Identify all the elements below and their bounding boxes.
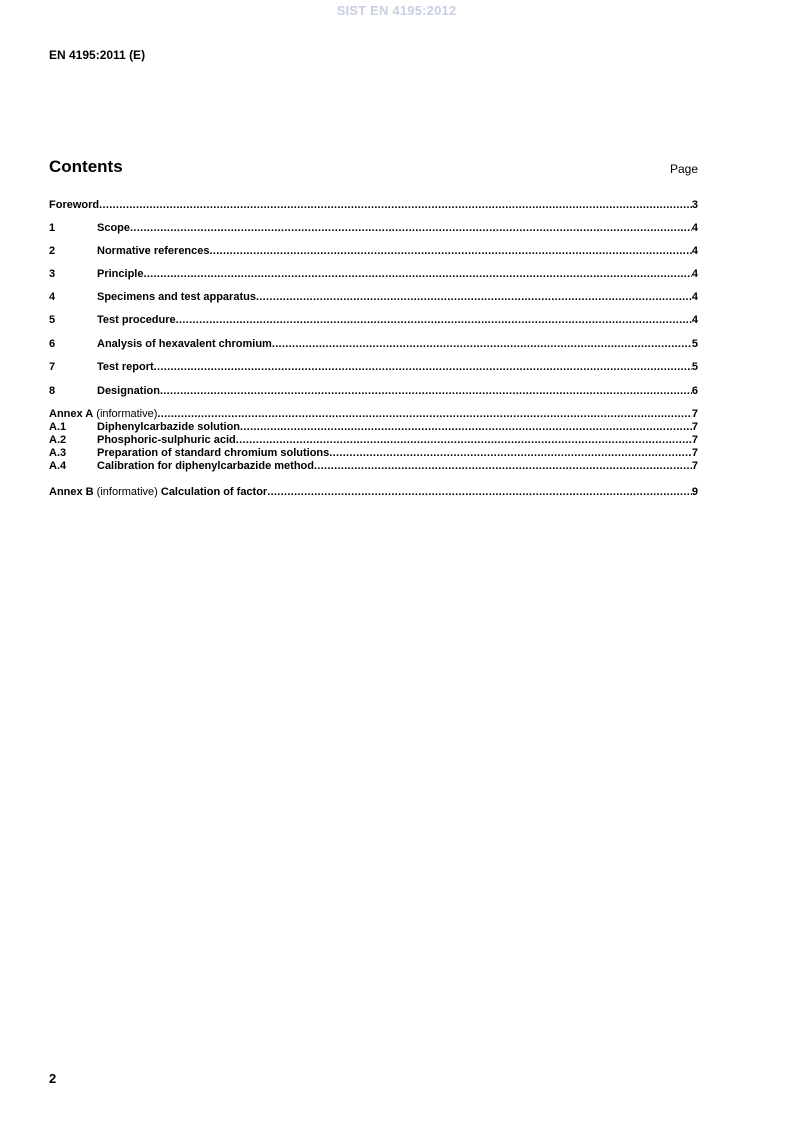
toc-entry-title-text: Scope <box>97 222 131 234</box>
toc-leader-dots <box>236 434 692 447</box>
toc-entry[interactable] <box>49 408 698 421</box>
toc-entry-page: 9 <box>691 486 698 498</box>
watermark-text: SIST EN 4195:2012 <box>336 3 457 18</box>
toc-entry-page: 7 <box>691 408 698 420</box>
toc-entry-title-text: Test report <box>97 361 154 373</box>
toc-entry-title-text: Preparation of standard chromium solutions <box>97 447 330 459</box>
page-column-label: Page <box>669 162 698 176</box>
toc-entry-page: 6 <box>691 385 698 397</box>
toc-entry-title <box>49 199 99 212</box>
toc-entry-page: 4 <box>691 222 698 234</box>
toc-entry-annex-title: Calculation of factor <box>160 486 268 498</box>
toc-entry[interactable] <box>49 421 698 434</box>
toc-entry-title <box>97 434 236 447</box>
toc-entry[interactable] <box>49 268 698 281</box>
toc-entry-title-text: Annex B <box>49 486 94 498</box>
toc-leader-dots <box>143 268 691 281</box>
toc-leader-dots <box>176 314 692 327</box>
toc-entry[interactable] <box>49 314 698 327</box>
toc-entry-page: 4 <box>691 291 698 303</box>
toc-entry-title <box>49 408 157 421</box>
toc-entry-page: 7 <box>691 447 698 459</box>
toc-entry[interactable] <box>49 385 698 398</box>
toc-entry-number: 3 <box>49 268 56 280</box>
toc-leader-dots <box>272 338 692 351</box>
toc-entry-number: 8 <box>49 385 56 397</box>
page-number: 2 <box>49 1071 57 1086</box>
toc-entry-number: A.4 <box>49 460 67 472</box>
toc-entry-title <box>97 338 272 351</box>
toc-entry-annex-qualifier: (informative) <box>93 408 158 420</box>
toc-entry-title <box>97 291 256 304</box>
toc-entry-title-text: Principle <box>97 268 144 280</box>
toc-leader-dots <box>154 361 692 374</box>
toc-entry-page: 4 <box>691 314 698 326</box>
toc-leader-dots <box>240 421 692 434</box>
toc-entry-title-text: Calibration for diphenylcarbazide method <box>97 460 314 472</box>
toc-entry-number: A.2 <box>49 434 67 446</box>
toc-entry-title <box>49 486 267 499</box>
toc-entry[interactable] <box>49 486 698 499</box>
toc-entry-number: A.3 <box>49 447 67 459</box>
toc-entry-page: 7 <box>691 421 698 433</box>
toc-entry[interactable] <box>49 245 698 258</box>
toc-entry-title <box>97 268 143 281</box>
toc-entry-page: 7 <box>691 460 698 472</box>
toc-entry-title <box>97 314 176 327</box>
toc-entry-number: 4 <box>49 291 56 303</box>
toc-entry[interactable] <box>49 338 698 351</box>
toc-entry[interactable] <box>49 447 698 460</box>
toc-leader-dots <box>329 447 692 460</box>
toc-leader-dots <box>210 245 692 258</box>
toc-entry-title <box>97 447 329 460</box>
contents-heading <box>49 157 698 179</box>
toc-entry-page: 5 <box>691 338 698 350</box>
toc-entry-title <box>97 222 130 235</box>
toc-entry-number: 5 <box>49 314 56 326</box>
toc-entry-title-text: Normative references <box>97 245 210 257</box>
toc-entry-page: 4 <box>691 245 698 257</box>
toc-entry-title <box>97 385 160 398</box>
toc-entry-title-text: Diphenylcarbazide solution <box>97 421 241 433</box>
toc-leader-dots <box>160 385 692 398</box>
toc-entry-number: 1 <box>49 222 56 234</box>
toc-entry-title-text: Foreword <box>49 199 100 211</box>
toc-entry-number: 2 <box>49 245 56 257</box>
toc-entry-page: 4 <box>691 268 698 280</box>
toc-entry[interactable] <box>49 222 698 235</box>
toc-entry-title <box>97 361 154 374</box>
toc-entry-title-text: Specimens and test apparatus <box>97 291 256 303</box>
toc-leader-dots <box>130 222 692 235</box>
toc-leader-dots <box>157 408 691 421</box>
toc-entry-number: 7 <box>49 361 56 373</box>
toc-entry-page: 7 <box>691 434 698 446</box>
toc-entry-title-text: Test procedure <box>97 314 176 326</box>
toc-entry-title <box>97 460 314 473</box>
toc-entry-number: 6 <box>49 338 56 350</box>
document-id-header: EN 4195:2011 (E) <box>49 48 146 62</box>
toc-entry-page: 5 <box>691 361 698 373</box>
toc-leader-dots <box>99 199 692 212</box>
toc-entry-title <box>97 245 210 258</box>
toc-entry-page: 3 <box>691 199 698 211</box>
toc-entry-annex-qualifier: (informative) <box>93 486 161 498</box>
contents-title: Contents <box>49 157 123 176</box>
toc-entry-title-text: Annex A <box>49 408 94 420</box>
toc-entry[interactable] <box>49 460 698 473</box>
toc-entry-title-text: Designation <box>97 385 160 397</box>
toc-entry-title-text: Analysis of hexavalent chromium <box>97 338 272 350</box>
toc-leader-dots <box>267 486 692 499</box>
toc-leader-dots <box>314 460 692 473</box>
toc-entry[interactable] <box>49 199 698 212</box>
toc-entry-title <box>97 421 240 434</box>
toc-entry-number: A.1 <box>49 421 67 433</box>
toc-entry-title-text: Phosphoric-sulphuric acid <box>97 434 236 446</box>
toc-entry[interactable] <box>49 291 698 304</box>
toc-entry[interactable] <box>49 434 698 447</box>
toc-entry[interactable] <box>49 361 698 374</box>
toc-leader-dots <box>256 291 692 304</box>
